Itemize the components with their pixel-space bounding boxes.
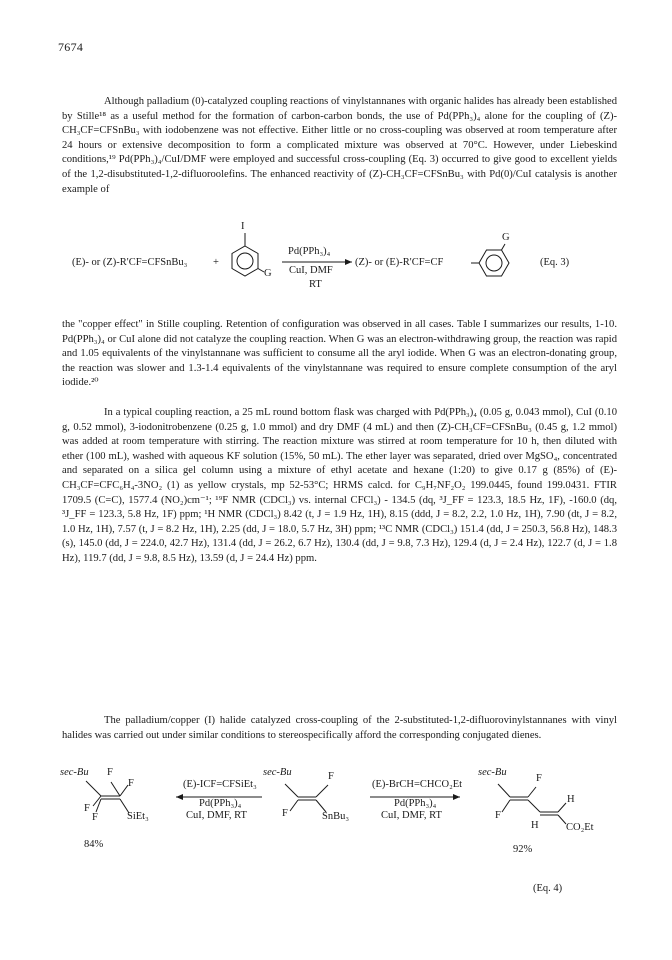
eq3-reactant: (E)- or (Z)-R'CF=CFSnBu₃ [72,257,188,268]
eq4-right-h1: H [567,794,575,805]
paragraph-4: The palladium/copper (I) halide catalyzed cross-coupling of the 2-substituted-1,2-difluorovinylstannanes with vinyl halides was carried out under similar conditions to stereospecifically afford the corresponding conjugated dienes. [62,715,617,741]
eq4-yield-right: 92% [513,844,533,855]
eq4-right-secbu: sec-Bu [478,767,507,778]
eq4-left-secbu: sec-Bu [60,767,89,778]
eq4-left-f4: F [92,812,98,823]
eq3-reagent-bottom: CuI, DMF [289,265,333,276]
eq3-label: (Eq. 3) [540,257,570,268]
eq3-product-g-label: G [502,232,510,243]
eq4-arrow2-mid: Pd(PPh₃)₄ [394,798,437,809]
eq4-arrow1-top: (E)-ICF=CFSiEt₃ [183,779,257,790]
eq4-right-f2: F [495,810,501,821]
eq4-left-f1: F [107,767,113,778]
eq4-arrow1-bot: CuI, DMF, RT [186,810,247,821]
eq3-iodine-label: I [241,221,245,232]
eq3-reagent-top: Pd(PPh₃)₄ [288,246,331,257]
eq4-left-f3: F [84,803,90,814]
eq4-center-f1: F [328,771,334,782]
eq4-center-secbu: sec-Bu [263,767,292,778]
eq4-center-f2: F [282,808,288,819]
eq4-right-f1: F [536,773,542,784]
eq4-arrow1-mid: Pd(PPh₃)₄ [199,798,242,809]
eq4-left-f2: F [128,778,134,789]
eq4-right-sub: CO₂Et [566,822,594,833]
eq4-arrow2-bot: CuI, DMF, RT [381,810,442,821]
eq3-product: (Z)- or (E)-R'CF=CF [355,257,444,268]
eq4-label: (Eq. 4) [533,883,563,894]
eq3-plus: + [213,257,219,268]
eq3-reagent-rt: RT [309,279,322,290]
paragraph-1: Although palladium (0)-catalyzed coupling reactions of vinylstannanes with organic halides has already been established by Stille¹⁸ as a useful method for the formation of carbon-carbon bonds, the use of Pd(PPh₃)₄ alone for the coupling of (Z)-CH₃CF=CFSnBu₃ with iodobenzene was not effective. Either little or no cross-coupling was observed at room temperature after 24 hours or extensive decomposition to form a complicated mixture was observed at 70°C. However, under Liebeskind conditions,¹⁹ Pd(PPh₃)₄/CuI/DMF were employed and successful cross-coupling (Eq. 3) occurred to give good to excellent yields of the 1,2-disubstituted-1,2-difluoroolefins. The enhanced reactivity of (Z)-CH₃CF=CFSnBu₃ with Pd(0)/CuI catalysis is another example of [62,96,617,195]
eq4-right-h2: H [531,820,539,831]
eq4-left-sub: SiEt₃ [127,811,149,822]
eq4-yield-left: 84% [84,839,104,850]
page-number: 7674 [58,40,84,54]
paragraph-2: the "copper effect" in Stille coupling. Retention of configuration was observed in all cases. Table I summarizes our results, 1-10. Pd(PPh₃)₄ or CuI alone did not catalyze the coupling reaction. When G was an electron-withdrawing group, the reaction was rapid and 1.05 equivalents of the vinylstannane was sufficient to consume all the aryl iodide. When G was an electron-donating group, the reaction was slower and 1.3-1.4 equivalents of the vinylstannane was required to ensure complete consumption of the aryl iodide.²⁰ [62,319,617,389]
eq4-center-sub: SnBu₃ [322,811,350,822]
paragraph-3: In a typical coupling reaction, a 25 mL round bottom flask was charged with Pd(PPh₃)₄ (0.05 g, 0.043 mmol), CuI (0.10 g, 0.52 mmol), 3-iodonitrobenzene (0.25 g, 1.0 mmol) and dry DMF (4 mL) and then (Z)-CH₃CF=CFSnBu₃ (0.45 g, 1.2 mmol) was added at room temperature with stirring. The reaction mixture was stirred at room temperature for 10 h, then diluted with ether (100 mL), washed with aqueous KF solution (15%, 50 mL). The ether layer was separated, dried over MgSO₄, concentrated and separated on a silica gel column using a mixture of ethyl acetate and hexane (1:20) to give 0.17 g (85%) of (E)-CH₃CF=CFC₆H₄-3NO₂ (1) as yellow crystals, mp 52-53°C; HRMS calcd. for C₉H₇NF₂O₂ 199.0445, found 199.0431. FTIR 1709.5 (C=C), 1577.4 (NO₂)cm⁻¹; ¹⁹F NMR (CDCl₃) vs. internal CFCl₃) - 134.5 (dq, ³J_FF = 123.3, 18.5 Hz, 1F), -160.0 (dq, ³J_FF = 123.3, 5.8 Hz, 1F) ppm; ¹H NMR (CDCl₃) 8.42 (t, J = 1.9 Hz, 1H), 8.15 (ddd, J = 8.2, 2.2, 1.0 Hz, 1H), 7.90 (dt, J = 8.2, 1.0 Hz, 1H), 7.57 (t, J = 8.2 Hz, 1H), 2.25 (dd, J = 18.0, 5.7 Hz, 3H) ppm; ¹³C NMR (CDCl₃) 151.4 (dd, J = 250.3, 56.8 Hz), 148.3 (s), 145.0 (dd, J = 224.0, 42.7 Hz), 131.4 (dd, J = 26.2, 6.7 Hz), 130.4 (dd, J = 9.8, 7.3 Hz), 129.4 (d, J = 2.4 Hz), 122.7 (d, J = 1.8 Hz), 119.7 (dd, J = 9.8, 8.5 Hz), 13.59 (d, J = 24.4 Hz) ppm. [62,407,617,564]
eq4-arrow2-top: (E)-BrCH=CHCO₂Et [372,779,463,790]
eq3-ring-g-label: G [264,268,272,279]
